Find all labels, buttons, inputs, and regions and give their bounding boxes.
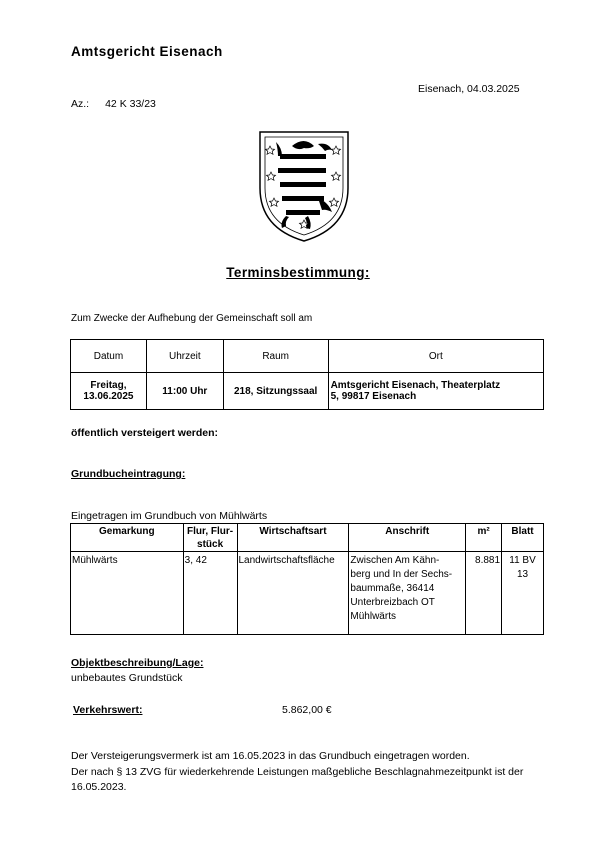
note-versteigerungsvermerk: Der Versteigerungsvermerk ist am 16.05.2023 in das Grundbuch eingetragen worden. <box>71 750 470 762</box>
cell-flur: 3, 42 <box>183 552 237 635</box>
place-line: Amtsgericht Eisenach, Theaterplatz <box>330 380 501 391</box>
note-beschlagnahme: Der nach § 13 ZVG für wiederkehrende Leistungen maßgebliche Beschlagnahmezeitpunkt ist der 16.05.2023. <box>71 766 524 793</box>
file-reference-label: Az.: <box>71 98 90 110</box>
appointment-time: 11:00 Uhr <box>146 373 223 410</box>
appointment-header-row <box>71 340 544 373</box>
address-line: Zwischen Am Kähn- <box>350 555 440 566</box>
date-value: 13.06.2025 <box>83 391 134 402</box>
object-description: unbebautes Grundstück <box>71 672 183 684</box>
appointment-place <box>328 373 543 410</box>
appointment-date <box>71 373 147 410</box>
file-reference-number: 42 K 33/23 <box>105 98 156 110</box>
address-line: baummaße, 36414 <box>350 583 435 594</box>
grundbuch-header-row <box>71 524 544 552</box>
date-weekday: Freitag, <box>90 380 127 391</box>
appointment-table <box>70 339 544 410</box>
header-flur-line: Flur, Flur- <box>187 526 234 537</box>
file-reference <box>71 98 156 110</box>
cell-wirtschaftsart: Landwirtschaftsfläche <box>237 552 349 635</box>
date-line: Eisenach, 04.03.2025 <box>418 83 520 95</box>
header-datum: Datum <box>71 340 147 373</box>
header-anschrift: Anschrift <box>349 524 466 552</box>
court-name: Amtsgericht Eisenach <box>71 44 223 59</box>
header-gemarkung: Gemarkung <box>71 524 184 552</box>
intro-text: Zum Zwecke der Aufhebung der Gemeinschaft soll am <box>71 313 313 324</box>
blatt-line: 11 BV <box>509 555 536 566</box>
object-heading: Objektbeschreibung/Lage: <box>71 657 204 669</box>
place-line: 5, 99817 Eisenach <box>330 391 417 402</box>
thuringia-coat-of-arms-icon <box>256 128 352 244</box>
address-line: Mühlwärts <box>350 611 396 622</box>
header-ort: Ort <box>328 340 543 373</box>
verkehrswert-value: 5.862,00 € <box>282 704 332 716</box>
table-row <box>71 552 544 635</box>
blatt-line: 13 <box>516 569 529 580</box>
header-uhrzeit: Uhrzeit <box>146 340 223 373</box>
cell-blatt <box>502 552 544 635</box>
auction-text: öffentlich versteigert werden: <box>71 427 219 439</box>
grundbuch-table <box>70 523 544 635</box>
cell-gemarkung: Mühlwärts <box>71 552 184 635</box>
header-blatt: Blatt <box>502 524 544 552</box>
address-line: berg und In der Sechs- <box>350 569 453 580</box>
cell-anschrift <box>349 552 466 635</box>
verkehrswert-label: Verkehrswert: <box>73 704 143 716</box>
header-area: m² <box>466 524 502 552</box>
appointment-room: 218, Sitzungssaal <box>223 373 328 410</box>
header-raum: Raum <box>223 340 328 373</box>
page-title: Terminsbestimmung: <box>226 265 370 280</box>
address-line: Unterbreizbach OT <box>350 597 435 608</box>
header-wirtschaftsart: Wirtschaftsart <box>237 524 349 552</box>
header-flur-line: stück <box>197 539 224 550</box>
grundbuch-heading: Grundbucheintragung: <box>71 468 186 480</box>
cell-area: 8.881 <box>466 552 502 635</box>
appointment-row <box>71 373 544 410</box>
grundbuch-registered-in: Eingetragen im Grundbuch von Mühlwärts <box>71 510 268 522</box>
header-flur <box>183 524 237 552</box>
